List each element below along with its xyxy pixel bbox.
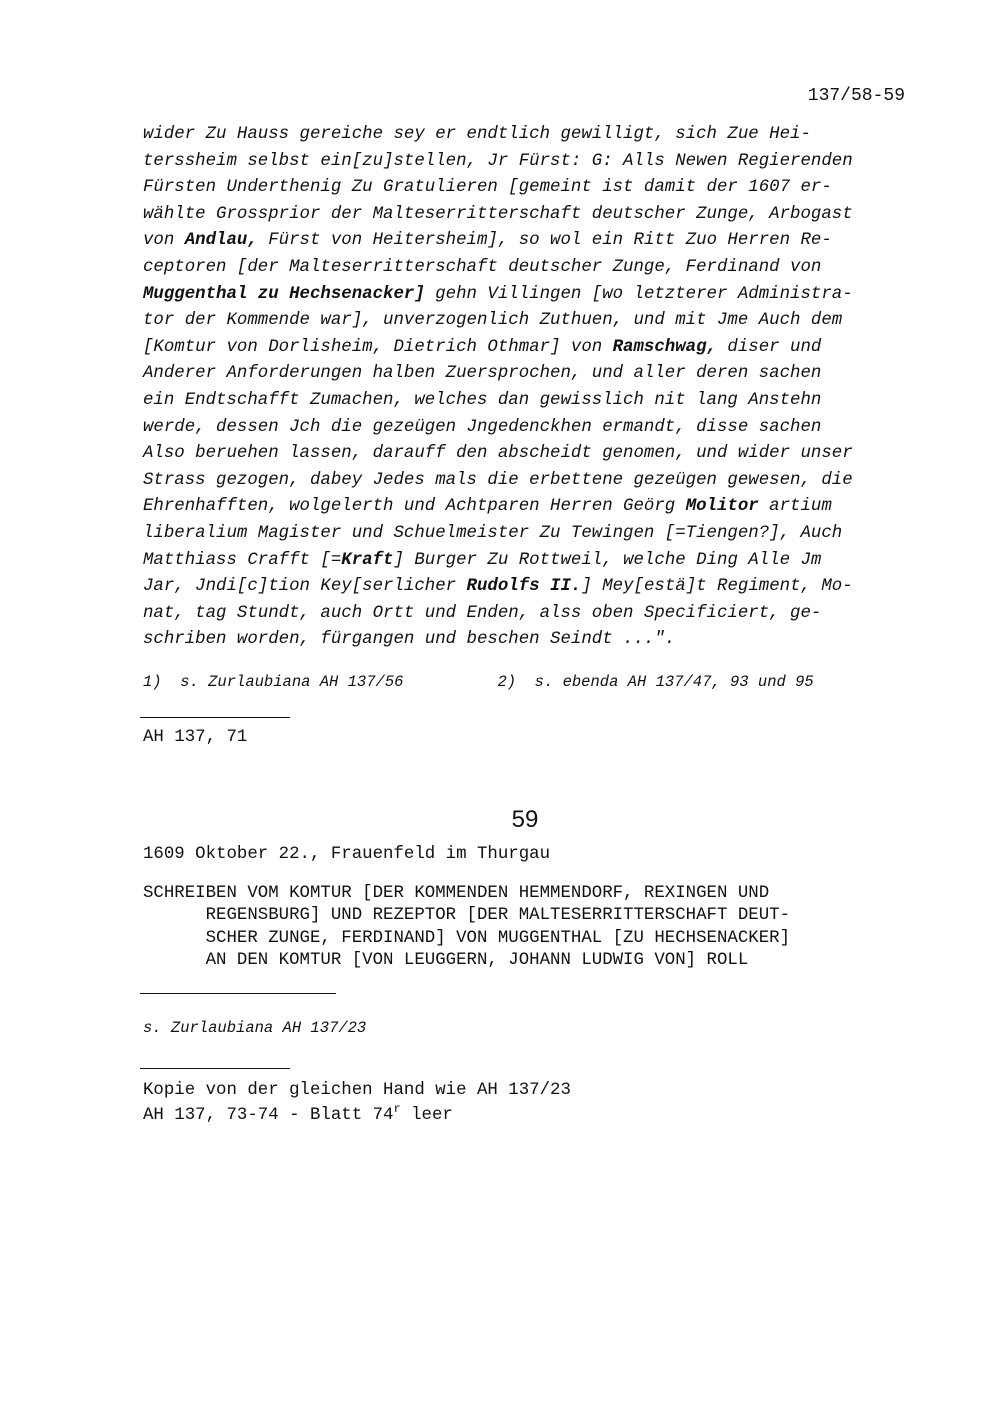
text-segment: Fürsten Underthenig Zu Gratulieren [gemeint ist damit der 1607 er-: [143, 178, 832, 198]
text-segment: ] Mey[estä]t Regiment, Mo-: [581, 577, 853, 597]
text-segment: nat, tag Stundt, auch Ortt und Enden, alss oben Specificiert, ge-: [143, 603, 822, 623]
copy-note: Kopie von der gleichen Hand wie AH 137/23: [143, 1081, 571, 1100]
text-segment: diser und: [717, 337, 822, 357]
highlighted-name: Rudolfs II.: [466, 577, 582, 597]
transcript-line: [143, 175, 913, 202]
text-segment: tor der Kommende war], unverzogenlich Zuthuen, und mit Jme Auch dem: [143, 311, 843, 331]
highlighted-name: Muggenthal zu Hechsenacker]: [143, 284, 425, 304]
document-regest: [143, 883, 913, 972]
text-segment: terssheim selbst ein[zu]stellen, Jr Fürst: G: Alls Newen Regierenden: [143, 151, 853, 171]
text-segment: werde, dessen Jch die gezeügen Jngedenckhen ermandt, disse sachen: [143, 417, 822, 437]
text-segment: artium: [758, 497, 832, 517]
separator-rule-1: [140, 717, 290, 718]
text-segment: ] Burger Zu Rottweil, welche Ding Alle Jm: [393, 550, 822, 570]
text-segment: wählte Grossprior der Malteserritterschaft deutscher Zunge, Arbogast: [143, 204, 853, 224]
folio-side: r: [393, 1102, 401, 1116]
separator-rule-2: [140, 993, 336, 994]
footnote-1: 1) s. Zurlaubiana AH 137/56: [143, 673, 404, 691]
transcript-line: [143, 548, 913, 575]
separator-rule-3: [140, 1068, 290, 1069]
transcript-line: [143, 468, 913, 495]
reference-note: s. Zurlaubiana AH 137/23: [143, 1019, 367, 1037]
transcript-line: [143, 494, 913, 521]
highlighted-name: Molitor: [685, 497, 759, 517]
transcript-line: [143, 627, 913, 654]
transcript-line: [143, 255, 913, 282]
text-segment: Jar, Jndi[c]tion Key[serlicher: [143, 577, 467, 597]
highlighted-name: Andlau,: [184, 231, 258, 251]
text-segment: Matthiass Crafft [=: [143, 550, 342, 570]
text-segment: Fürst von Heitersheim], so wol ein Ritt Zuo Herren Re-: [257, 231, 832, 251]
document-date-place: 1609 Oktober 22., Frauenfeld im Thurgau: [143, 845, 551, 864]
footnote-2: 2) s. ebenda AH 137/47, 93 und 95: [497, 673, 814, 691]
regest-line: REGENSBURG] UND REZEPTOR [DER MALTESERRITTERSCHAFT DEUT-: [143, 906, 791, 926]
remarks: [143, 1078, 571, 1128]
transcript-line: [143, 149, 913, 176]
highlighted-name: Kraft: [341, 550, 394, 570]
transcript-line: [143, 441, 913, 468]
text-segment: von: [143, 231, 185, 251]
text-segment: ceptoren [der Malteserritterschaft deutscher Zunge, Ferdinand von: [143, 257, 822, 277]
regest-line: AN DEN KOMTUR [VON LEUGGERN, JOHANN LUDWIG VON] ROLL: [143, 950, 749, 970]
text-segment: wider Zu Hauss gereiche sey er endtlich gewilligt, sich Zue Hei-: [143, 125, 811, 144]
document-number: 59: [511, 806, 539, 833]
transcript-text: [143, 122, 913, 654]
transcript-line: [143, 308, 913, 335]
text-segment: gehn Villingen [wo letzterer Administra-: [424, 284, 853, 304]
previous-source-reference: AH 137, 71: [143, 728, 248, 747]
text-segment: Anderer Anforderungen halben Zuersprochen, und aller deren sachen: [143, 364, 822, 384]
transcript-line: [143, 574, 913, 601]
transcript-line: [143, 122, 913, 149]
regest-line: SCHER ZUNGE, FERDINAND] VON MUGGENTHAL [ZU HECHSENACKER]: [143, 928, 791, 948]
text-segment: Ehrenhafften, wolgelerth und Achtparen Herren Geörg: [143, 497, 686, 517]
transcript-line: [143, 601, 913, 628]
transcript-line: [143, 282, 913, 309]
highlighted-name: Ramschwag,: [612, 337, 717, 357]
transcript-line: [143, 388, 913, 415]
transcript-line: [143, 228, 913, 255]
transcript-line: [143, 361, 913, 388]
source-pages: AH 137, 73-74 - Blatt 74$^r$ leer: [143, 1102, 453, 1125]
transcript-line: [143, 202, 913, 229]
text-segment: Also beruehen lassen, darauff den abscheidt genomen, und wider unser: [143, 444, 853, 464]
regest-line: SCHREIBEN VOM KOMTUR [DER KOMMENDEN HEMMENDORF, REXINGEN UND: [143, 884, 770, 903]
transcript-line: [143, 335, 913, 362]
transcript-line: [143, 415, 913, 442]
page-reference: 137/58-59: [807, 86, 905, 106]
text-segment: Strass gezogen, dabey Jedes mals die erbettene gezeügen gewesen, die: [143, 470, 853, 490]
text-segment: schriben worden, fürgangen und beschen Seindt ...".: [143, 630, 676, 650]
text-segment: ein Endtschafft Zumachen, welches dan gewisslich nit lang Anstehn: [143, 390, 822, 410]
text-segment: [Komtur von Dorlisheim, Dietrich Othmar] von: [143, 337, 613, 357]
transcript-line: [143, 521, 913, 548]
text-segment: liberalium Magister und Schuelmeister Zu Tewingen [=Tiengen?], Auch: [143, 523, 843, 543]
footnotes: [143, 673, 903, 691]
